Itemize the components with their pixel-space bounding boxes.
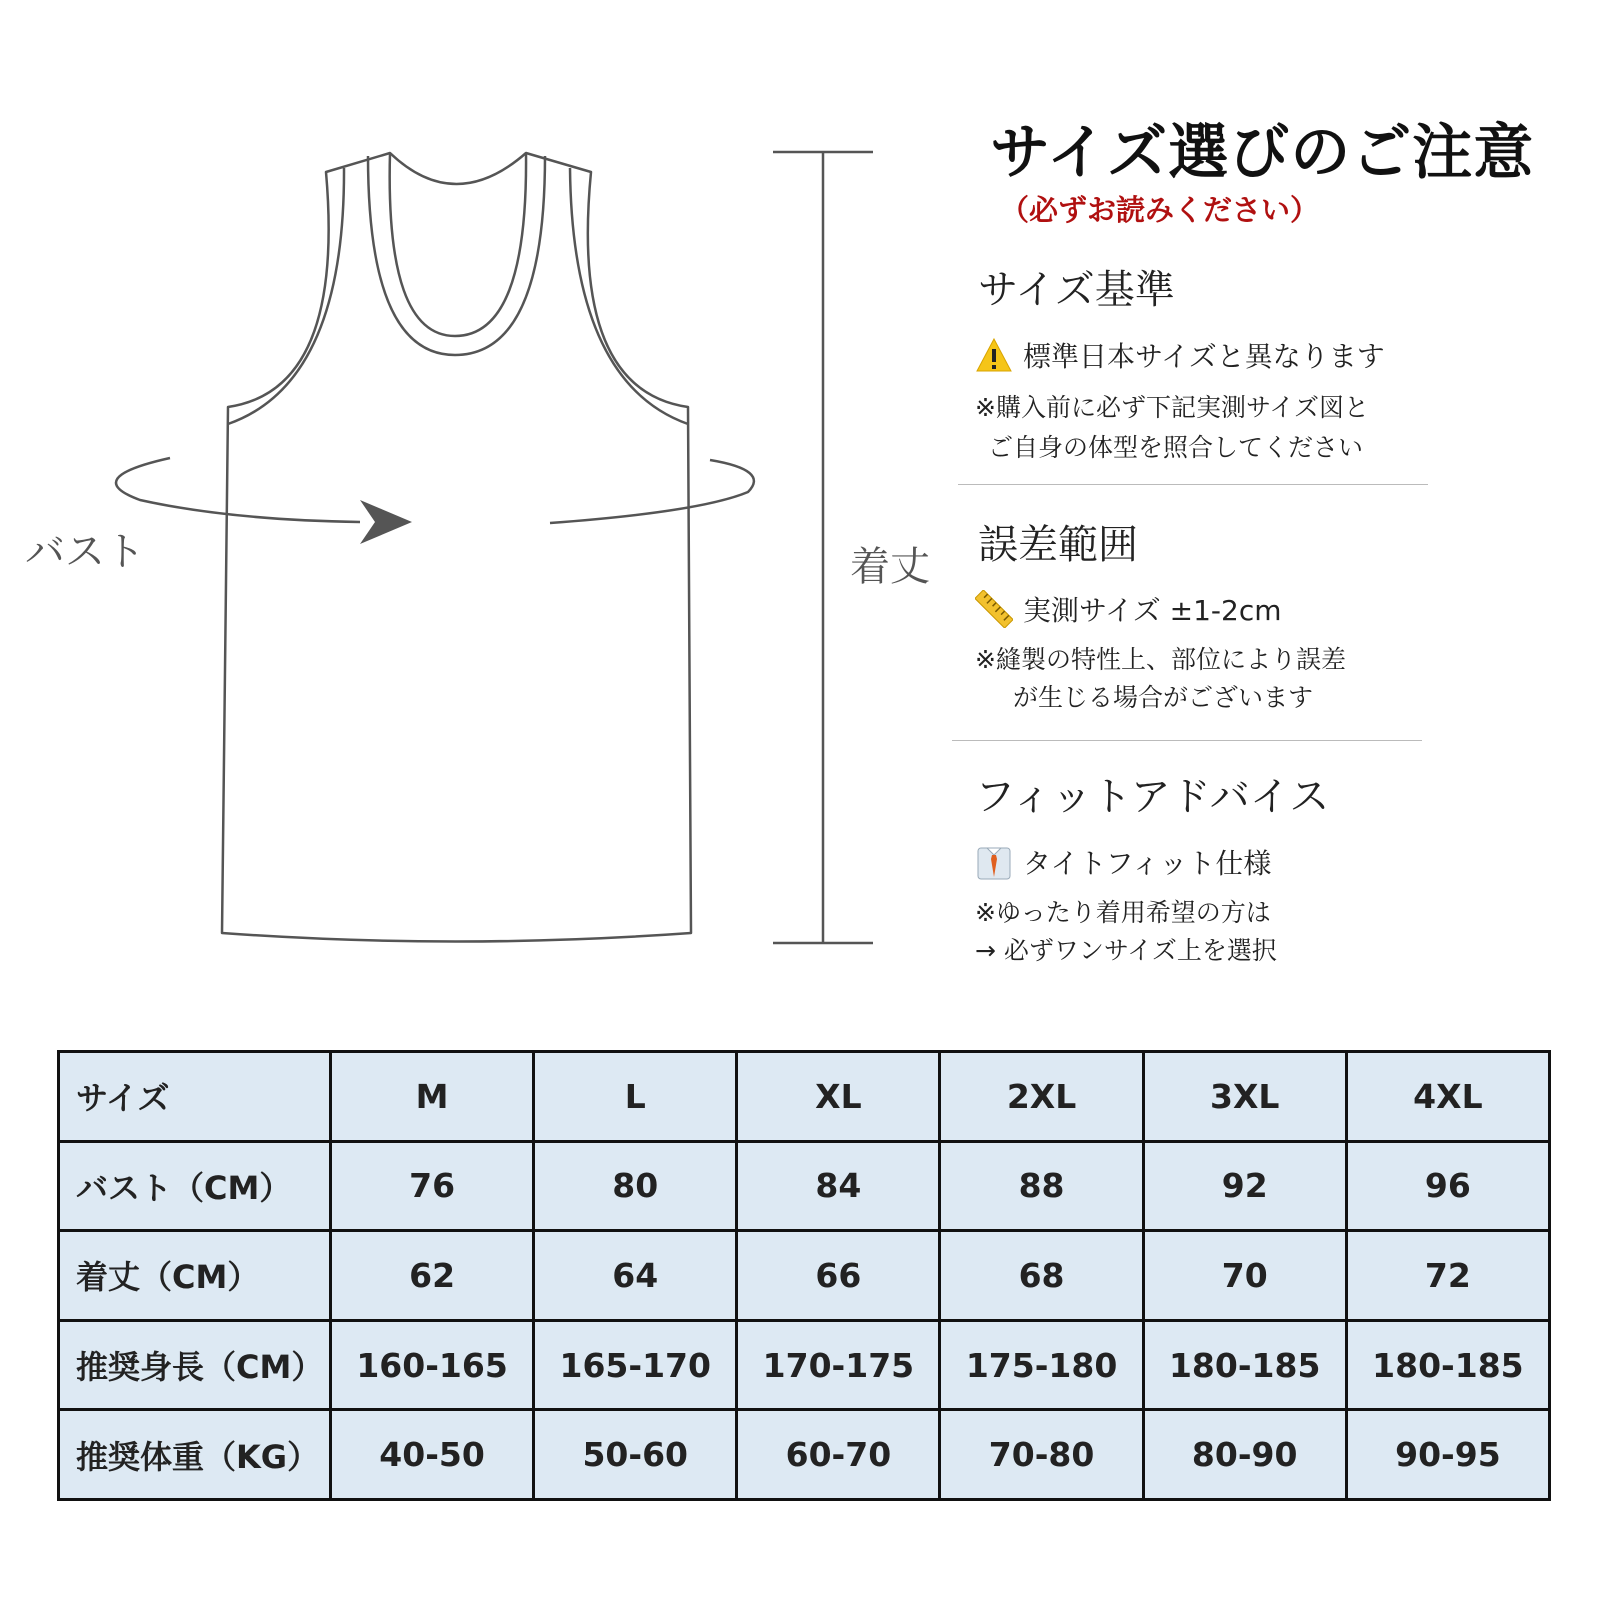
table-cell: 88 [940,1141,1143,1231]
divider [952,740,1422,741]
table-row [59,1320,1550,1410]
guide-title: サイズ選びのご注意 [990,118,1535,188]
table-cell: 96 [1346,1141,1549,1231]
size-table [57,1050,1551,1501]
table-cell: 70 [1143,1231,1346,1321]
note-line: ※ゆったり着用希望の方は [975,898,1271,927]
section-heading-fit-advice: フィットアドバイス [975,774,1330,820]
note-line: ※購入前に必ず下記実測サイズ図と [975,393,1369,422]
note-line: ※縫製の特性上、部位により誤差 [975,645,1346,674]
table-cell: 160-165 [331,1320,534,1410]
section-point-size-standard [975,335,1385,375]
table-row [59,1141,1550,1231]
note-line: → 必ずワンサイズ上を選択 [975,936,1277,965]
table-header-cell: M [331,1052,534,1142]
row-label-cell: バスト（CM） [59,1141,331,1231]
arrow-head-icon [360,500,412,544]
row-label-cell: 着丈（CM） [59,1231,331,1321]
section-point-error-range [975,589,1282,629]
table-cell: 60-70 [737,1410,940,1500]
table-cell: 80 [534,1141,737,1231]
section-heading-error-range: 誤差範囲 [978,522,1138,568]
point-text: タイトフィット仕様 [1023,847,1272,880]
table-cell: 72 [1346,1231,1549,1321]
table-row [59,1231,1550,1321]
table-cell: 40-50 [331,1410,534,1500]
table-cell: 180-185 [1346,1320,1549,1410]
table-cell: 180-185 [1143,1320,1346,1410]
table-row [59,1410,1550,1500]
table-cell: 84 [737,1141,940,1231]
table-header-row [59,1052,1550,1142]
table-header-cell: 2XL [940,1052,1143,1142]
warning-icon [975,336,1013,374]
table-cell: 66 [737,1231,940,1321]
ruler-icon [975,590,1013,628]
section-heading-size-standard: サイズ基準 [978,267,1175,313]
table-cell: 92 [1143,1141,1346,1231]
tank-top-diagram [0,0,960,1000]
note-line: ご自身の体型を照合してください [988,433,1364,462]
point-text: 標準日本サイズと異なります [1023,340,1385,373]
table-cell: 175-180 [940,1320,1143,1410]
table-cell: 76 [331,1141,534,1231]
table-header-cell: L [534,1052,737,1142]
row-label-cell: 推奨体重（KG） [59,1410,331,1500]
table-cell: 90-95 [1346,1410,1549,1500]
table-cell: 62 [331,1231,534,1321]
table-cell: 50-60 [534,1410,737,1500]
tank-top-outline [222,153,691,942]
table-header-cell: 3XL [1143,1052,1346,1142]
table-cell: 64 [534,1231,737,1321]
row-label-cell: 推奨身長（CM） [59,1320,331,1410]
divider [958,484,1428,485]
shirt-tie-icon [975,843,1013,881]
table-cell: 70-80 [940,1410,1143,1500]
bust-label: バスト [25,529,145,575]
section-point-fit-advice [975,842,1271,882]
table-cell: 165-170 [534,1320,737,1410]
bust-arrow [116,458,754,523]
table-header-cell: サイズ [59,1052,331,1142]
length-label: 着丈 [850,544,930,590]
table-cell: 68 [940,1231,1143,1321]
table-cell: 80-90 [1143,1410,1346,1500]
table-header-cell: XL [737,1052,940,1142]
table-header-cell: 4XL [1346,1052,1549,1142]
table-cell: 170-175 [737,1320,940,1410]
guide-subtitle: （必ずお読みください） [1000,193,1320,227]
note-line: が生じる場合がございます [1013,683,1314,712]
point-text: 実測サイズ ±1-2cm [1023,594,1282,627]
